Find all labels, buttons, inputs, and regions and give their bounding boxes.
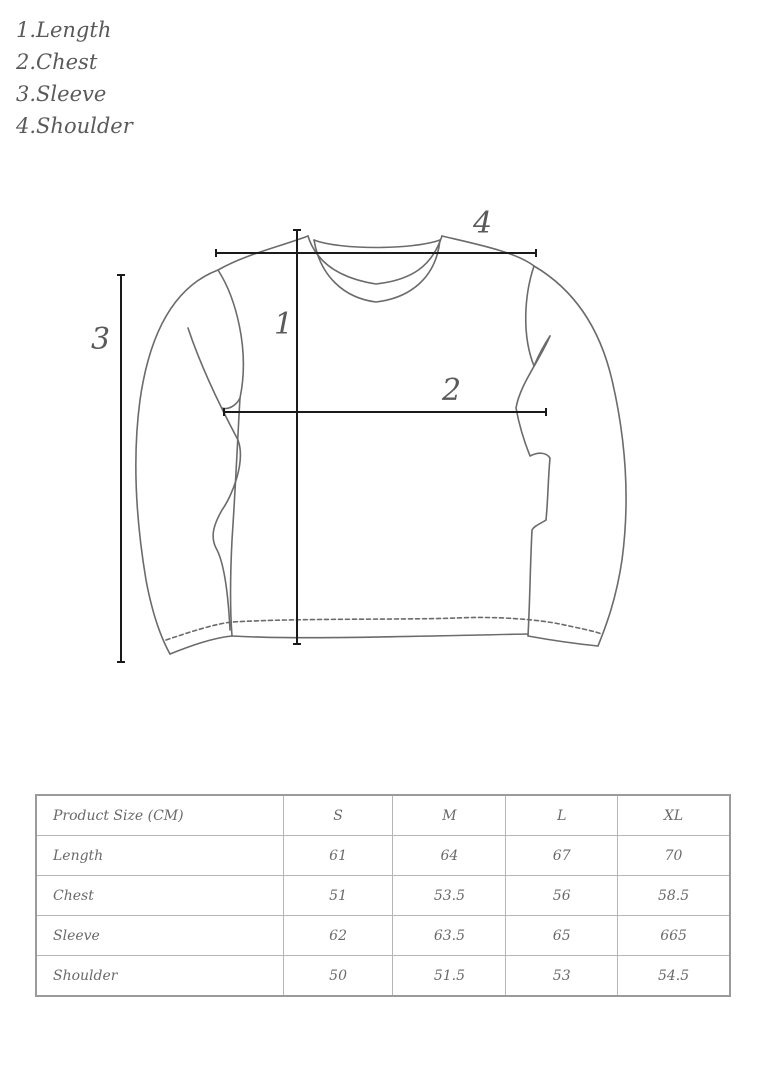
table-cell: 70 (618, 836, 730, 876)
legend-item-length: 1.Length (16, 18, 112, 42)
chest-number: 2 (442, 373, 462, 408)
table-cell: 63.5 (393, 916, 506, 956)
legend-item-shoulder: 4.Shoulder (16, 114, 133, 138)
table-cell: 56 (506, 876, 618, 916)
right-armhole (526, 266, 550, 366)
collar-back (314, 240, 440, 248)
table-cell: 665 (618, 916, 730, 956)
legend-item-chest: 2.Chest (16, 50, 98, 74)
table-cell: 62 (283, 916, 393, 956)
table-header-cell: Product Size (CM) (36, 795, 283, 836)
left-armhole (218, 270, 243, 409)
table-cell: 51.5 (393, 956, 506, 997)
table-row-label: Shoulder (36, 956, 283, 997)
table-cell: 53.5 (393, 876, 506, 916)
table-row (36, 956, 730, 997)
table-row-label: Sleeve (36, 916, 283, 956)
right-sleeve-inner (516, 336, 550, 636)
table-cell: 53 (506, 956, 618, 997)
left-sleeve-outer (136, 270, 218, 654)
table-cell: 64 (393, 836, 506, 876)
hem-bottom (232, 634, 528, 638)
table-cell: 54.5 (618, 956, 730, 997)
collar-inner (314, 240, 440, 302)
left-cuff (170, 636, 232, 654)
size-chart-table (35, 794, 731, 997)
table-row (36, 916, 730, 956)
table-cell: 51 (283, 876, 393, 916)
right-cuff (528, 636, 598, 646)
table-header-cell: XL (618, 795, 730, 836)
shoulder-number: 4 (473, 206, 493, 241)
table-header-row (36, 795, 730, 836)
table-cell: 50 (283, 956, 393, 997)
table-row-label: Chest (36, 876, 283, 916)
table-cell: 61 (283, 836, 393, 876)
sweater-outline (136, 236, 626, 654)
sleeve-number: 3 (91, 322, 111, 357)
table-header-cell: L (506, 795, 618, 836)
length-number: 1 (274, 307, 294, 342)
table-row-label: Length (36, 836, 283, 876)
table-header-cell: M (393, 795, 506, 836)
left-sleeve-inner (188, 328, 240, 630)
table-cell: 58.5 (618, 876, 730, 916)
table-cell: 67 (506, 836, 618, 876)
table-header-cell: S (283, 795, 393, 836)
table-row (36, 836, 730, 876)
legend-item-sleeve: 3.Sleeve (16, 82, 107, 106)
table-row (36, 876, 730, 916)
table-cell: 65 (506, 916, 618, 956)
